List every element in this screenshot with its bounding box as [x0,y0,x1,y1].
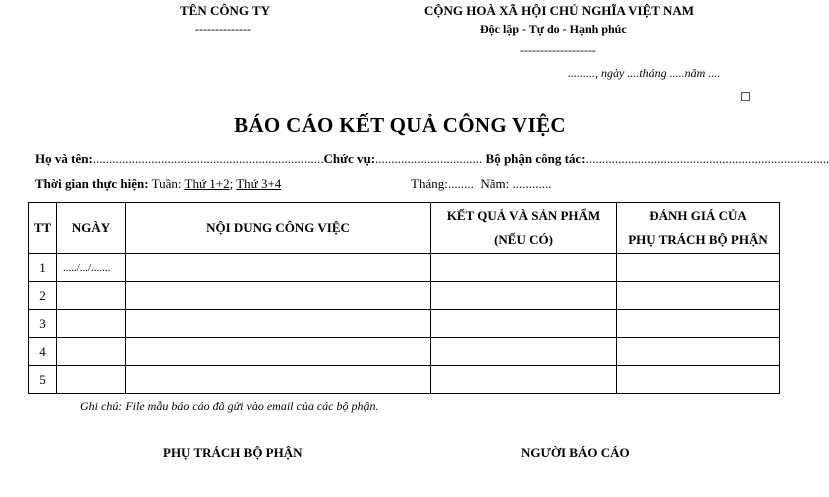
note-text: Ghi chú: File mẫu báo cáo đã gửi vào email của các bộ phận. [80,399,379,413]
table-row [29,338,780,366]
row-date[interactable] [57,366,126,394]
nation-heading: CỘNG HOÀ XÃ HỘI CHỦ NGHĨA VIỆT NAM [424,3,695,18]
table-row [29,366,780,394]
row-date[interactable] [57,338,126,366]
table-row [29,254,780,282]
header-result-line2: (NẾU CÓ) [494,232,553,247]
row-result-cell[interactable] [431,282,617,310]
row-result-cell[interactable] [431,338,617,366]
week-label: Tuần: [151,176,182,191]
header-result [431,203,617,254]
small-checkbox [741,92,750,101]
row-content-cell[interactable] [126,310,431,338]
row-eval-cell[interactable] [617,366,780,394]
table-row [29,310,780,338]
row-content-cell[interactable] [126,282,431,310]
header-eval [617,203,780,254]
row-content-cell[interactable] [126,338,431,366]
name-dots: ....................................................................... [92,151,324,166]
year-dots: ............ [512,176,552,191]
date-line: ........., ngày ....tháng .....năm .... [568,66,721,80]
row-eval-cell[interactable] [617,310,780,338]
row-date[interactable] [57,310,126,338]
row-number: 2 [29,282,57,310]
motto-rule: ------------------- [520,43,596,57]
row-result-cell[interactable] [431,254,617,282]
header-tt: TT [29,203,57,254]
table-row [29,282,780,310]
dept-dots: ........................................................................... [585,151,829,166]
nation-motto: Độc lập - Tự do - Hạnh phúc [480,22,627,36]
week-sep: ; [229,176,234,191]
row-number: 5 [29,366,57,394]
signature-right: NGƯỜI BÁO CÁO [521,445,630,460]
header-result-line1: KẾT QUẢ VÀ SẢN PHẨM [446,208,601,223]
report-table [28,202,780,394]
signature-left: PHỤ TRÁCH BỘ PHẬN [163,445,303,460]
month-dots: ........ [447,176,474,191]
header-eval-line2: PHỤ TRÁCH BỘ PHẬN [628,232,768,247]
name-label: Họ và tên: [35,151,93,166]
row-number: 4 [29,338,57,366]
header-content: NỘI DUNG CÔNG VIỆC [126,203,431,254]
info-month-year [411,176,551,192]
row-eval-cell[interactable] [617,254,780,282]
year-label: Năm: [480,176,510,191]
info-line-period [35,176,281,192]
row-result-cell[interactable] [431,366,617,394]
row-number: 3 [29,310,57,338]
info-line-name [35,151,829,167]
dept-label: Bộ phận công tác: [485,151,586,166]
period-label: Thời gian thực hiện: [35,176,149,191]
row-result-cell[interactable] [431,310,617,338]
row-eval-cell[interactable] [617,282,780,310]
week-option-b: Thứ 3+4 [236,176,282,191]
company-name: TÊN CÔNG TY [180,3,271,18]
week-option-a: Thứ 1+2 [184,176,230,191]
position-dots: ................................. [375,151,483,166]
company-rule: -------------- [195,22,251,36]
row-number: 1 [29,254,57,282]
month-label: Tháng: [411,176,448,191]
header-eval-line1: ĐÁNH GIÁ CỦA [649,208,747,223]
header-date: NGÀY [57,203,126,254]
row-content-cell[interactable] [126,254,431,282]
row-eval-cell[interactable] [617,338,780,366]
table-header-row [29,203,780,254]
row-content-cell[interactable] [126,366,431,394]
position-label: Chức vụ: [323,151,376,166]
row-date[interactable] [57,282,126,310]
row-date[interactable]: ...../.../....... [57,254,126,282]
report-title: BÁO CÁO KẾT QUẢ CÔNG VIỆC [234,113,566,137]
